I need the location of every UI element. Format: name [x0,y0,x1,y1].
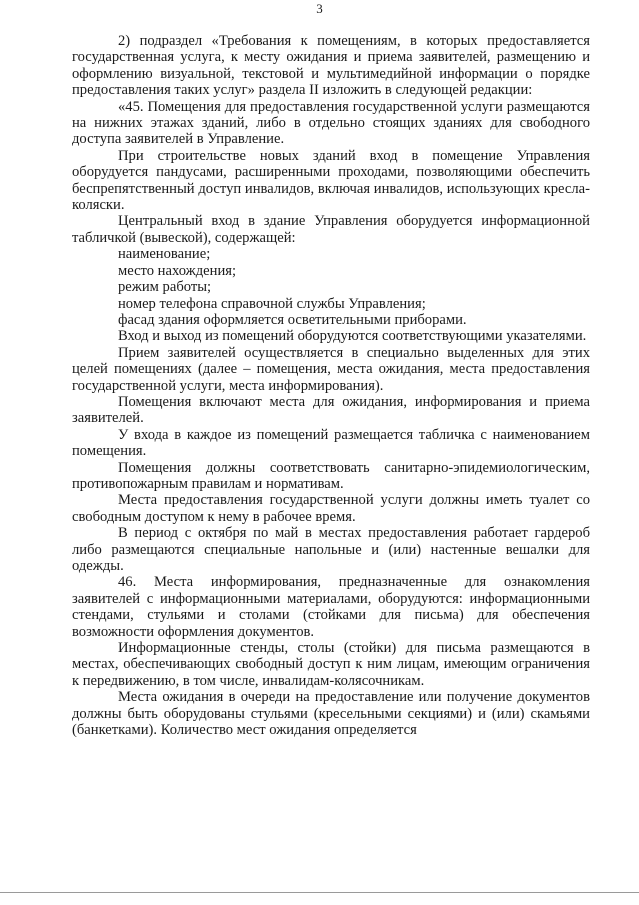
page-number: 3 [316,1,323,16]
paragraph: Места ожидания в очереди на предоставление или получение документов должны быть оборудованы стульями (кресельными секциями) и (или) скамьями (банкетками). Количество мест ожидания определяется [72,689,590,739]
paragraph: В период с октября по май в местах предоставления работает гардероб либо размещаются специальные напольные и (или) настенные вешалки для одежды. [72,525,590,574]
paragraph: Места предоставления государственной услуги должны иметь туалет со свободным доступом к нему в рабочее время. [72,492,590,525]
page-footer-divider [0,892,639,893]
document-body [72,33,590,738]
list-item: фасад здания оформляется осветительными приборами. [118,311,467,328]
paragraph: Вход и выход из помещений оборудуются соответствующими указателями. [118,328,587,345]
paragraph: Центральный вход в здание Управления оборудуется информационной табличкой (вывеской), содержащей: [72,213,590,246]
paragraph: «45. Помещения для предоставления государственной услуги размещаются на нижних этажах зданий, либо в отдельно стоящих зданиях для свободного доступа заявителей в Управление. [72,98,590,148]
list-item: наименование; [118,246,211,263]
paragraph: Помещения включают места для ожидания, информирования и приема заявителей. [72,393,590,427]
list-item: место нахождения; [118,262,237,279]
paragraph: 2) подраздел «Требования к помещениям, в которых предоставляется государственная услуга, к месту ожидания и приема заявителей, размещению и оформлению визуальной, текстовой и мультимедийной информации о порядке предоставления таких услуг» раздела II изложить в следующей редакции: [72,33,590,99]
paragraph: При строительстве новых зданий вход в помещение Управления оборудуется пандусами, расширенными проходами, позволяющими обеспечить беспрепятственный доступ инвалидов, включая инвалидов, использующих кресла-коляски. [72,147,590,214]
list-item: номер телефона справочной службы Управления; [118,295,426,312]
list-item: режим работы; [118,279,212,296]
paragraph: Прием заявителей осуществляется в специально выделенных для этих целей помещениях (далее – помещения, места ожидания, места предоставления государственной услуги, места информирования). [72,344,590,394]
paragraph: У входа в каждое из помещений размещается табличка с наименованием помещения. [72,426,590,460]
paragraph: Информационные стенды, столы (стойки) для письма размещаются в местах, обеспечивающих свободный доступ к ним лицам, имеющим ограничения к передвижению, в том числе, инвалидам-колясочникам. [72,640,590,689]
paragraph: Помещения должны соответствовать санитарно-эпидемиологическим, противопожарным правилам и нормативам. [72,459,590,492]
paragraph: 46. Места информирования, предназначенные для ознакомления заявителей с информационными материалами, оборудуются: информационными стендами, стульями и столами (стойками для письма) для обеспечения возможности оформления документов. [72,574,590,640]
